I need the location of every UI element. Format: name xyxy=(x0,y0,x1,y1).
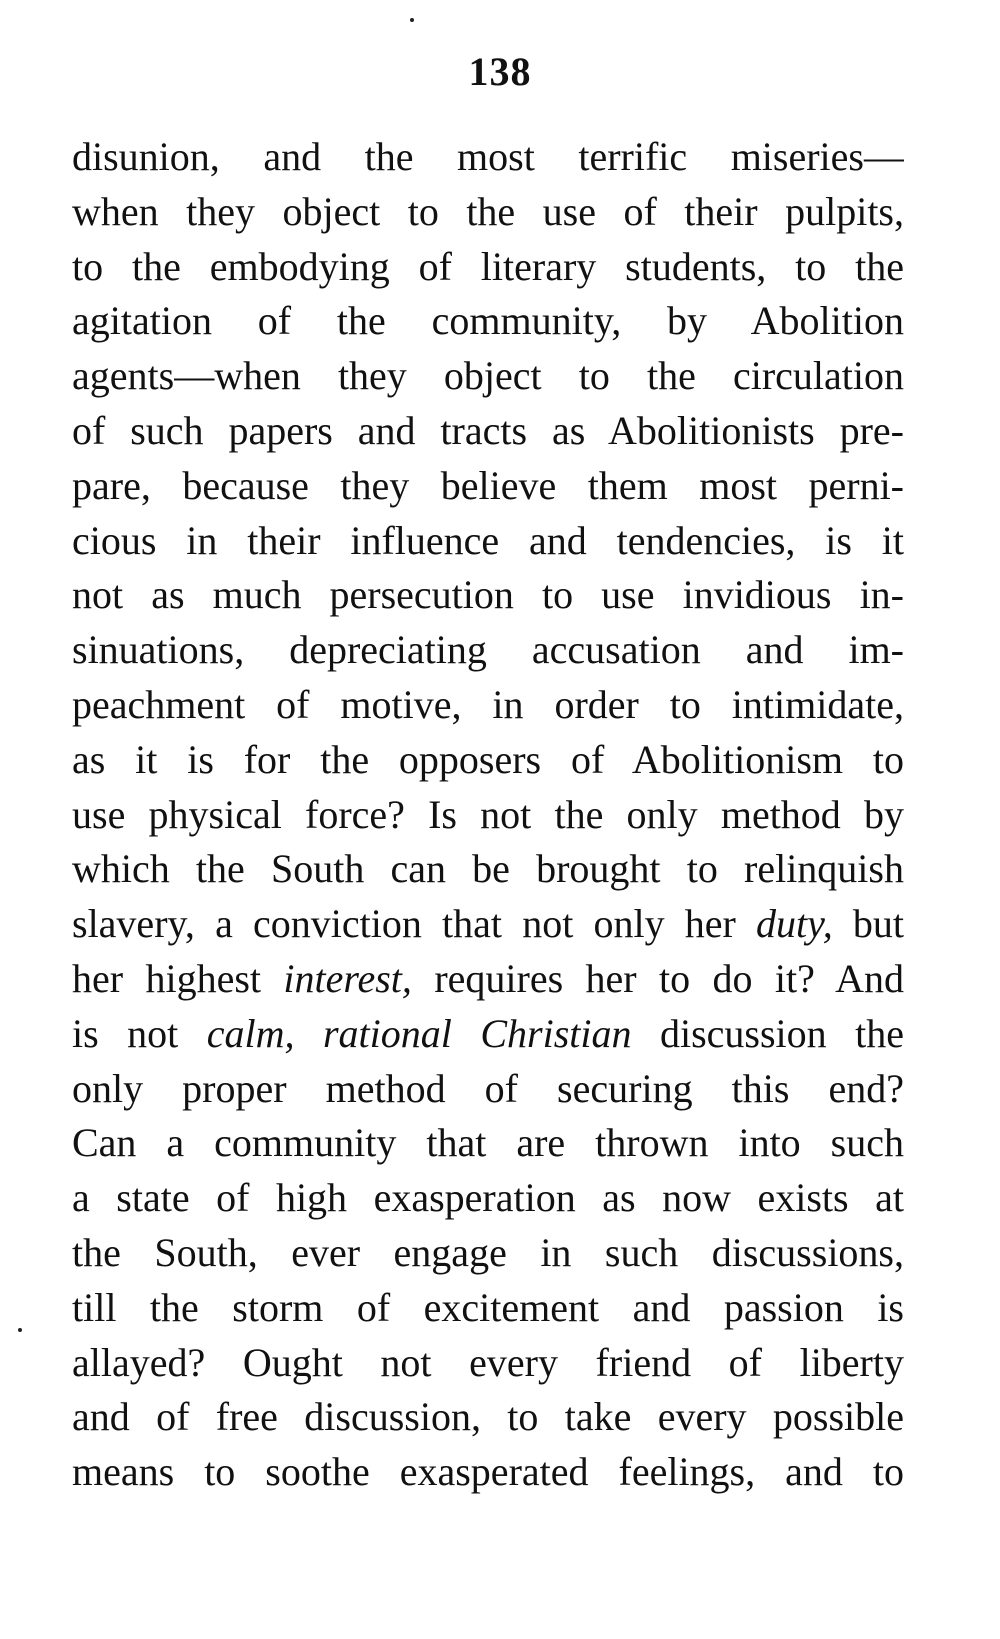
text-line xyxy=(72,1116,904,1171)
text-line xyxy=(72,733,904,788)
text-segment: disunion, and the most terrific miseries— xyxy=(72,134,904,179)
text-line xyxy=(72,1226,904,1281)
text-segment: and of free discussion, to take every possible xyxy=(72,1394,904,1440)
text-segment: as it is for the opposers of Abolitionism to xyxy=(72,736,904,782)
text-segment: her highest xyxy=(72,955,284,1001)
text-line xyxy=(72,514,904,569)
text-line xyxy=(72,678,904,733)
italic-text: calm, rational Christian xyxy=(206,1010,632,1056)
text-line xyxy=(72,240,904,295)
text-segment: till the storm of excitement and passion is xyxy=(72,1284,904,1330)
text-segment: means to soothe exasperated feelings, and to xyxy=(72,1449,904,1495)
text-segment: which the South can be brought to relinquish xyxy=(72,846,904,892)
italic-text: interest, xyxy=(283,955,412,1001)
text-segment: when they object to the use of their pulpits, xyxy=(72,188,904,234)
text-segment: the South, ever engage in such discussions, xyxy=(72,1229,904,1275)
text-line xyxy=(72,952,904,1007)
text-segment: use physical force? Is not the only method by xyxy=(72,791,904,837)
text-line xyxy=(72,623,904,678)
text-segment: requires her to do it? And xyxy=(411,955,904,1001)
text-segment: of such papers and tracts as Abolitionists pre- xyxy=(72,407,904,453)
italic-text: duty, xyxy=(756,901,833,947)
text-segment: sinuations, depreciating accusation and im- xyxy=(72,627,904,673)
text-line xyxy=(72,294,904,349)
text-segment: is not xyxy=(72,1010,207,1056)
text-line xyxy=(72,459,904,514)
text-segment: slavery, a conviction that not only her xyxy=(72,901,757,947)
text-segment: to the embodying of literary students, to the xyxy=(72,243,904,289)
text-segment: only proper method of securing this end? xyxy=(72,1065,904,1111)
text-line xyxy=(72,1007,904,1062)
text-line xyxy=(72,130,904,185)
text-line xyxy=(72,1281,904,1336)
text-line xyxy=(72,185,904,240)
text-segment: allayed? Ought not every friend of liberty xyxy=(72,1339,904,1385)
text-line xyxy=(72,842,904,897)
text-line xyxy=(72,404,904,459)
ink-speck xyxy=(18,1328,22,1332)
body-text xyxy=(72,130,904,1500)
text-line xyxy=(72,349,904,404)
text-segment: a state of high exasperation as now exists at xyxy=(72,1175,904,1221)
text-segment: cious in their influence and tendencies, is it xyxy=(72,517,904,563)
text-line xyxy=(72,1390,904,1445)
text-segment: agents—when they object to the circulation xyxy=(72,353,904,399)
text-line xyxy=(72,1062,904,1117)
text-line xyxy=(72,568,904,623)
text-segment: Can a community that are thrown into such xyxy=(72,1120,904,1166)
text-line xyxy=(72,1336,904,1391)
text-segment: peachment of motive, in order to intimidate, xyxy=(72,681,904,727)
page-number: 138 xyxy=(468,49,532,94)
text-line xyxy=(72,897,904,952)
ink-speck xyxy=(410,18,414,22)
text-segment: not as much persecution to use invidious in- xyxy=(72,572,904,618)
text-segment: but xyxy=(832,901,904,947)
text-line xyxy=(72,788,904,843)
text-line xyxy=(72,1171,904,1226)
text-segment: discussion the xyxy=(631,1010,904,1056)
text-segment: agitation of the community, by Abolition xyxy=(72,298,904,344)
text-line xyxy=(72,1445,904,1500)
text-segment: pare, because they believe them most perni- xyxy=(72,462,904,508)
